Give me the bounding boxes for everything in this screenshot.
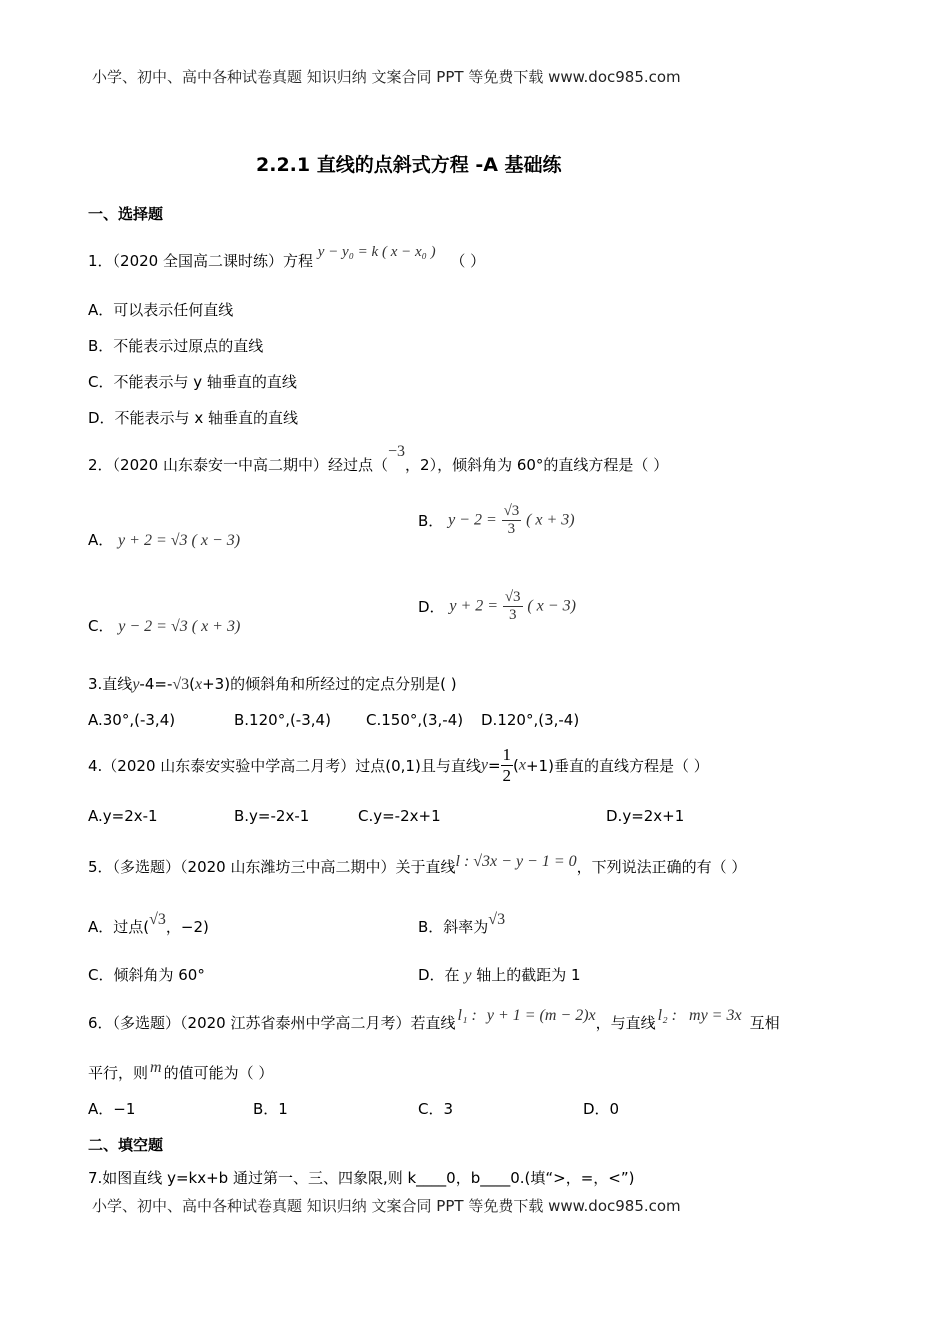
q4-stem-a: 4.（2020 山东泰安实验中学高二月考）过点(0,1)且与直线 <box>88 757 481 775</box>
page-footer: 小学、初中、高中各种试卷真题 知识归纳 文案合同 PPT 等免费下载 www.doc985.com <box>92 1197 681 1215</box>
q4-option-d: D.y=2x+1 <box>606 807 685 825</box>
question-3 <box>88 673 457 694</box>
q6-eq1: y + 1 = (m − 2)x <box>486 1007 596 1024</box>
q2-option-b-label: B． <box>418 512 444 530</box>
q4-stem-c: +1)垂直的直线方程是（ ） <box>525 757 709 775</box>
q5-option-d-b: 轴上的截距为 1 <box>476 966 581 984</box>
q1-option-b: B．不能表示过原点的直线 <box>88 337 264 355</box>
q1-option-d: D．不能表示与 x 轴垂直的直线 <box>88 409 298 427</box>
q4-fraction <box>501 745 514 786</box>
q2-option-b <box>418 503 575 538</box>
q4-var-x: x <box>518 756 526 774</box>
q2-option-b-fraction <box>502 503 522 538</box>
q2-option-d <box>418 589 576 624</box>
q4-eq: = <box>487 756 501 775</box>
q5-option-a-sqrt: √3 <box>149 911 166 928</box>
q4-var-y: y <box>480 756 488 774</box>
q6-option-c: C．3 <box>418 1100 454 1118</box>
q2-option-c-label: C． <box>88 617 114 635</box>
q3-stem-b: -4=- <box>139 675 173 693</box>
q1-formula: y − y₀ = k ( x − x₀ ) <box>317 244 436 260</box>
question-1 <box>88 244 486 271</box>
q5-option-a-a: A．过点( <box>88 918 150 936</box>
q2-option-a <box>88 529 240 550</box>
q1-stem: 1．（2020 全国高二课时练）方程 <box>88 252 313 270</box>
q5-stem-a: 5．（多选题）（2020 山东潍坊三中高二期中）关于直线 <box>88 858 456 876</box>
q2-point-x: −3 <box>388 443 406 460</box>
q2-option-c-formula: y − 2 = √3 ( x + 3) <box>118 618 241 635</box>
q2-option-d-numerator: √3 <box>504 589 521 605</box>
q2-option-c <box>88 615 240 636</box>
q2-stem-b: ，2），倾斜角为 60°的直线方程是（ ） <box>405 456 669 474</box>
q1-option-c: C．不能表示与 y 轴垂直的直线 <box>88 373 297 391</box>
section-heading-choice: 一、选择题 <box>88 205 164 223</box>
q5-option-d-a: D．在 <box>418 966 460 984</box>
q4-option-a: A.y=2x-1 <box>88 807 158 825</box>
q3-var-y: y <box>132 676 140 693</box>
q6-option-d: D．0 <box>583 1100 620 1118</box>
q2-option-d-denominator: 3 <box>508 607 517 623</box>
q2-option-d-label: D． <box>418 598 445 616</box>
q5-option-a-b: ，−2) <box>165 918 209 936</box>
q2-option-d-left: y + 2 = <box>449 597 499 615</box>
section-heading-fill: 二、填空题 <box>88 1136 164 1154</box>
q4-numerator: 1 <box>502 745 512 764</box>
q3-stem-a: 3.直线 <box>88 675 133 693</box>
q5-option-b-sqrt: √3 <box>488 911 506 928</box>
q5-line: l : √3x − y − 1 = 0 <box>455 853 577 870</box>
q5-option-d <box>418 964 581 985</box>
page-title: 2.2.1 直线的点斜式方程 -A 基础练 <box>256 154 562 176</box>
q4-option-b: B.y=-2x-1 <box>234 807 310 825</box>
q6-eq2: my = 3x <box>689 1007 742 1024</box>
q6-stem-d: 平行，则 <box>88 1064 149 1082</box>
q6-stem-e: 的值可能为（ ） <box>163 1064 274 1082</box>
question-5 <box>88 853 747 877</box>
q5-option-b <box>418 911 506 937</box>
question-6 <box>88 1007 780 1033</box>
q6-option-a: A．−1 <box>88 1100 136 1118</box>
q6-option-b: B．1 <box>253 1100 288 1118</box>
q5-option-b-a: B．斜率为 <box>418 918 489 936</box>
q3-var-x: x <box>195 676 203 693</box>
q6-var-m: m <box>150 1059 162 1076</box>
q4-option-c: C.y=-2x+1 <box>358 807 441 825</box>
q2-stem-a: 2．（2020 山东泰安一中高二期中）经过点（ <box>88 456 388 474</box>
q6-l1: l₁ : <box>457 1007 477 1024</box>
q3-stem-c: ( <box>189 675 195 693</box>
q5-option-c: C．倾斜角为 60° <box>88 966 205 984</box>
q5-stem-b: ，下列说法正确的有（ ） <box>576 858 747 876</box>
q2-option-a-label: A． <box>88 531 114 549</box>
question-4 <box>88 745 709 786</box>
q3-sqrt: √3 <box>172 676 190 693</box>
q2-option-b-right: ( x + 3) <box>526 511 575 529</box>
q6-stem-b: ，与直线 <box>595 1014 656 1032</box>
question-6-cont <box>88 1059 274 1083</box>
q1-option-a: A．可以表示任何直线 <box>88 301 234 319</box>
q4-stem-b: ( <box>513 756 519 775</box>
q6-stem-c: 互相 <box>749 1014 780 1032</box>
q6-stem-a: 6．（多选题）（2020 江苏省泰州中学高二月考）若直线 <box>88 1014 456 1032</box>
q5-option-d-y: y <box>464 967 472 984</box>
q3-option-b: B.120°,(-3,4) <box>234 711 331 729</box>
q6-l2: l₂ : <box>657 1007 678 1024</box>
q2-option-a-formula: y + 2 = √3 ( x − 3) <box>118 532 241 549</box>
q2-option-b-denominator: 3 <box>507 521 516 537</box>
q5-option-a <box>88 911 209 937</box>
q4-denominator: 2 <box>502 766 512 785</box>
q3-option-c: C.150°,(3,-4) <box>366 711 464 729</box>
q2-option-d-right: ( x − 3) <box>527 597 576 615</box>
question-7: 7.如图直线 y=kx+b 通过第一、三、四象限,则 k____0，b____0.(填“>，=，<”) <box>88 1169 635 1187</box>
q3-option-d: D.120°,(3,-4) <box>481 711 580 729</box>
q3-option-a: A.30°,(-3,4) <box>88 711 176 729</box>
question-2 <box>88 443 669 475</box>
q1-paren: （ ） <box>450 252 486 270</box>
q3-stem-d: +3)的倾斜角和所经过的定点分别是( ) <box>202 675 457 693</box>
page-header: 小学、初中、高中各种试卷真题 知识归纳 文案合同 PPT 等免费下载 www.doc985.com <box>92 68 681 86</box>
q2-option-b-numerator: √3 <box>503 503 520 519</box>
q2-option-d-fraction <box>503 589 523 624</box>
q2-option-b-left: y − 2 = <box>448 511 497 529</box>
